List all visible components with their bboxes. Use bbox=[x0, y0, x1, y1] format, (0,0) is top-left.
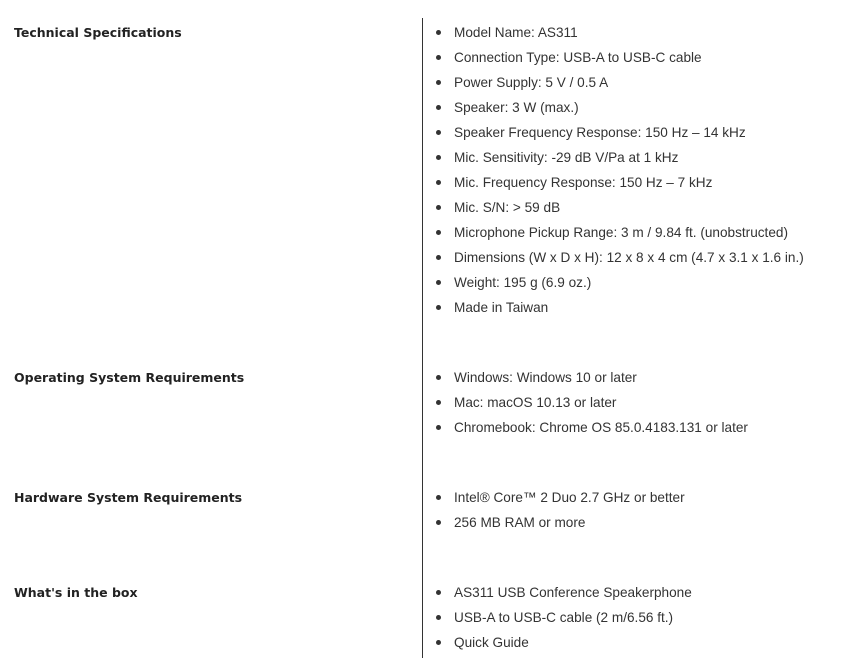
bullet-icon bbox=[436, 230, 441, 235]
bullet-icon bbox=[436, 495, 441, 500]
list-item-text: Weight: 195 g (6.9 oz.) bbox=[454, 275, 592, 290]
list-item-text: Intel® Core™ 2 Duo 2.7 GHz or better bbox=[454, 490, 685, 505]
bullet-icon bbox=[436, 55, 441, 60]
section-heading: What's in the box bbox=[14, 585, 138, 600]
bullet-icon bbox=[436, 30, 441, 35]
bullet-icon bbox=[436, 155, 441, 160]
bullet-icon bbox=[436, 180, 441, 185]
list-item-text: Mic. S/N: > 59 dB bbox=[454, 200, 561, 215]
list-item-text: Speaker: 3 W (max.) bbox=[454, 100, 579, 115]
list-item-text: Power Supply: 5 V / 0.5 A bbox=[454, 75, 609, 90]
bullet-icon bbox=[436, 640, 441, 645]
bullet-icon bbox=[436, 400, 441, 405]
list-item-text: Mic. Sensitivity: -29 dB V/Pa at 1 kHz bbox=[454, 150, 679, 165]
bullet-icon bbox=[436, 425, 441, 430]
list-item-text: Chromebook: Chrome OS 85.0.4183.131 or later bbox=[454, 420, 748, 435]
bullet-icon bbox=[436, 375, 441, 380]
bullet-icon bbox=[436, 255, 441, 260]
list-item-text: AS311 USB Conference Speakerphone bbox=[454, 585, 692, 600]
bullet-icon bbox=[436, 80, 441, 85]
list-item-text: Windows: Windows 10 or later bbox=[454, 370, 637, 385]
list-item-text: Dimensions (W x D x H): 12 x 8 x 4 cm (4.7 x 3.1 x 1.6 in.) bbox=[454, 250, 804, 265]
list-item-text: USB-A to USB-C cable (2 m/6.56 ft.) bbox=[454, 610, 674, 625]
section-heading: Technical Specifications bbox=[14, 25, 182, 40]
bullet-icon bbox=[436, 130, 441, 135]
column-divider bbox=[422, 18, 423, 658]
list-item-text: Speaker Frequency Response: 150 Hz – 14 kHz bbox=[454, 125, 746, 140]
bullet-icon bbox=[436, 305, 441, 310]
bullet-icon bbox=[436, 105, 441, 110]
section-heading: Operating System Requirements bbox=[14, 370, 245, 385]
list-item-text: Microphone Pickup Range: 3 m / 9.84 ft. (unobstructed) bbox=[454, 225, 788, 240]
list-item-text: Made in Taiwan bbox=[454, 300, 549, 315]
list-item-text: Connection Type: USB-A to USB-C cable bbox=[454, 50, 702, 65]
list-item-text: Quick Guide bbox=[454, 635, 529, 650]
list-item-text: 256 MB RAM or more bbox=[454, 515, 586, 530]
section-heading: Hardware System Requirements bbox=[14, 490, 243, 505]
bullet-icon bbox=[436, 615, 441, 620]
list-item-text: Mac: macOS 10.13 or later bbox=[454, 395, 617, 410]
bullet-icon bbox=[436, 280, 441, 285]
list-item-text: Mic. Frequency Response: 150 Hz – 7 kHz bbox=[454, 175, 713, 190]
bullet-icon bbox=[436, 520, 441, 525]
list-item-text: Model Name: AS311 bbox=[454, 25, 578, 40]
bullet-icon bbox=[436, 205, 441, 210]
bullet-icon bbox=[436, 590, 441, 595]
